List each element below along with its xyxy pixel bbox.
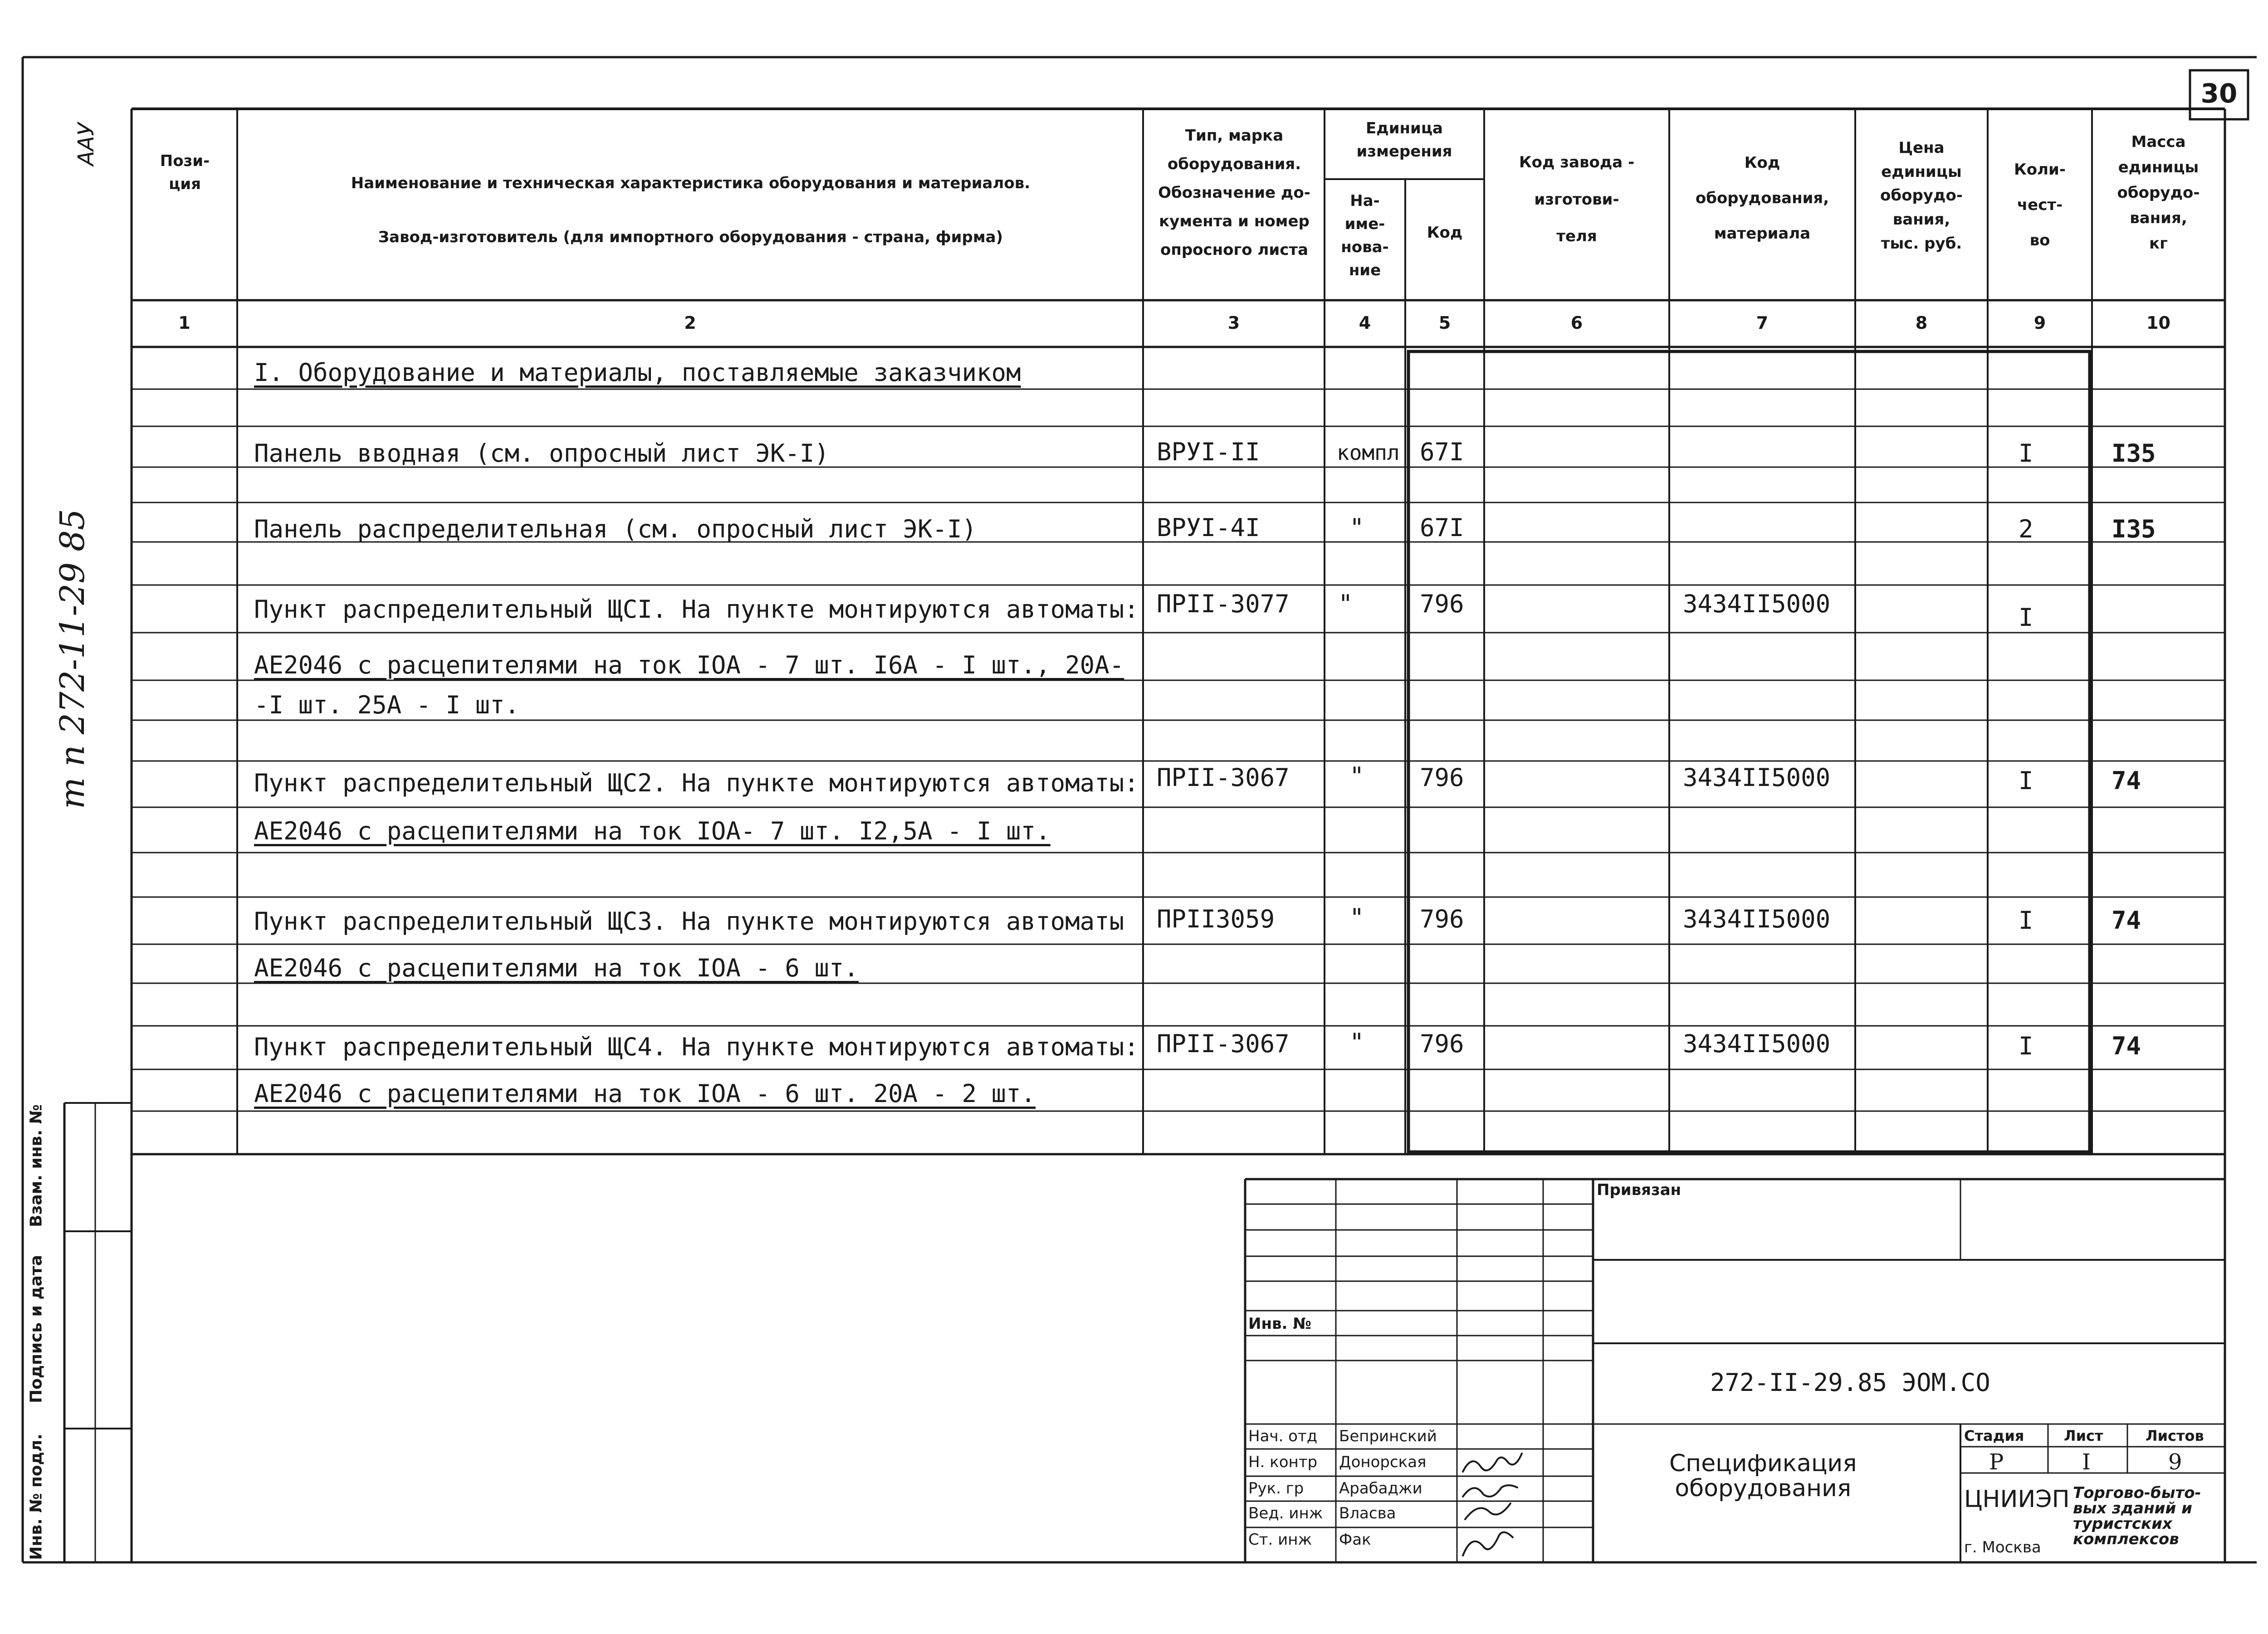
row-quantity: I (2019, 906, 2033, 935)
row-name: Пункт распределительный ЩС4. На пункте монтируются автоматы: (254, 1033, 1139, 1061)
staff-role: Н. контр (1248, 1453, 1318, 1471)
sheets-label: Листов (2146, 1427, 2204, 1444)
row-quantity: I (2019, 766, 2033, 795)
column-number-5: 5 (1438, 313, 1451, 333)
row-code: 796 (1420, 905, 1464, 933)
original-inventory-label: Инв. № подл. (27, 1434, 46, 1560)
row-name: Пункт распределительный ЩС3. На пункте монтируются автоматы (254, 907, 1124, 936)
row-unit: " (1349, 1028, 1364, 1057)
row-name: АЕ2046 с расцепителями на ток IOA - 7 шт. I6A - I шт., 20А- (254, 651, 1124, 679)
organization-city: г. Москва (1964, 1538, 2041, 1556)
column-number-10: 10 (2146, 313, 2170, 333)
staff-name: Фак (1339, 1531, 1371, 1549)
staff-name: Власва (1339, 1504, 1396, 1522)
staff-name: Донорская (1339, 1453, 1427, 1471)
sheets-value: 9 (2168, 1449, 2182, 1475)
row-code: 67I (1420, 513, 1464, 542)
organization-description: Торгово-быто- вых зданий и туристских комплексов (2073, 1484, 2201, 1548)
row-name: Пункт распределительный ЩС2. На пункте монтируются автоматы: (254, 769, 1139, 797)
row-mass: 74 (2112, 906, 2141, 935)
signature-date-label: Подпись и дата (27, 1255, 46, 1403)
row-quantity: I (2019, 439, 2033, 468)
row-mass: 74 (2112, 766, 2141, 795)
sheet-label: Лист (2064, 1427, 2103, 1444)
row-quantity: I (2019, 1032, 2033, 1060)
header-quantity: Коли- чест- во (2014, 161, 2066, 250)
privyazan-label: Привязан (1597, 1181, 1681, 1199)
row-mass: I35 (2112, 439, 2156, 468)
column-number-3: 3 (1227, 313, 1240, 333)
row-name: -I шт. 25А - I шт. (254, 691, 520, 719)
inventory-number-label: Инв. № (1248, 1315, 1312, 1333)
row-quantity: I (2019, 603, 2033, 632)
column-number-9: 9 (2033, 313, 2046, 333)
stage-label: Стадия (1964, 1427, 2024, 1444)
staff-name: Бепринский (1339, 1427, 1437, 1445)
row-name: АЕ2046 с расцепителями на ток IOA- 7 шт. I2,5А - I шт. (254, 817, 1051, 845)
row-unit: " (1349, 513, 1364, 542)
staff-role: Вед. инж (1248, 1504, 1323, 1522)
row-name: АЕ2046 с расцепителями на ток IOA - 6 шт. (254, 954, 859, 982)
row-name: Панель распределительная (см. опросный лист ЭК-I) (254, 515, 977, 543)
header-equipment-code: Код оборудования, материала (1695, 154, 1829, 243)
row-name: Панель вводная (см. опросный лист ЭК-I) (254, 439, 829, 468)
row-quantity: 2 (2019, 515, 2033, 543)
replaced-inventory-label: Взам. инв. № (27, 1104, 46, 1227)
row-code: 796 (1420, 590, 1464, 618)
header-name: Наименование и техническая характеристика оборудования и материалов. Завод-изготовитель (для импортного оборудования - страна, фирма) (351, 174, 1031, 246)
header-position: Пози- ция (160, 152, 210, 193)
side-mark-project: т п 272-11-29 85 (53, 508, 92, 810)
header-unit-code: Код (1427, 224, 1463, 242)
sheet-number: 30 (2200, 78, 2238, 109)
organization-name: ЦНИИЭП (1964, 1486, 2070, 1513)
stage-value: Р (1989, 1449, 2004, 1475)
row-equipment-code: 3434II5000 (1683, 1029, 1831, 1058)
column-number-7: 7 (1756, 313, 1769, 333)
row-equipment-code: 3434II5000 (1683, 590, 1831, 618)
column-number-1: 1 (178, 313, 191, 333)
header-mass: Масса единицы оборудо- вания, кг (2117, 133, 2200, 253)
row-equipment-code: 3434II5000 (1683, 905, 1831, 933)
staff-role: Ст. инж (1248, 1531, 1312, 1549)
row-type: ПРII-3067 (1157, 1029, 1290, 1058)
row-unit: " (1349, 762, 1364, 790)
row-equipment-code: 3434II5000 (1683, 763, 1831, 792)
header-factory-code: Код завода - изготови- теля (1519, 153, 1635, 246)
header-type: Тип, марка оборудования. Обозначение до- кумента и номер опросного листа (1158, 127, 1310, 259)
document-title: Спецификация оборудования (1669, 1450, 1857, 1502)
side-mark-top: ААУ (73, 122, 99, 166)
row-name: Пункт распределительный ЩСI. На пункте монтируются автоматы: (254, 595, 1139, 624)
row-type: ВРУI-II (1157, 438, 1260, 466)
row-unit: компл (1337, 440, 1400, 465)
staff-name: Арабаджи (1339, 1479, 1422, 1497)
header-price: Цена единицы оборудо- вания, тыс. руб. (1880, 139, 1963, 253)
sheet-value: I (2082, 1449, 2091, 1475)
row-code: 796 (1420, 1029, 1464, 1058)
column-number-2: 2 (684, 313, 696, 333)
row-unit: " (1338, 590, 1353, 618)
staff-role: Рук. гр (1248, 1479, 1304, 1497)
row-unit: " (1349, 903, 1364, 932)
row-type: ПРII-3067 (1157, 763, 1290, 792)
column-number-4: 4 (1359, 313, 1371, 333)
row-type: ПРII-3077 (1157, 590, 1290, 618)
header-unit-group: Единица измерения (1356, 119, 1452, 161)
staff-role: Нач. отд (1248, 1427, 1318, 1445)
header-unit-name: На- име- нова- ние (1341, 192, 1389, 279)
row-type: ПРII3059 (1157, 905, 1275, 933)
column-number-6: 6 (1570, 313, 1583, 333)
row-code: 796 (1420, 763, 1464, 792)
column-number-8: 8 (1915, 313, 1928, 333)
row-mass: 74 (2112, 1032, 2141, 1060)
row-type: ВРУI-4I (1157, 513, 1260, 542)
row-mass: I35 (2112, 515, 2156, 543)
section-title: I. Оборудование и материалы, поставляемые заказчиком (254, 358, 1021, 387)
row-name: АЕ2046 с расцепителями на ток IOA - 6 шт. 20А - 2 шт. (254, 1079, 1036, 1108)
document-code: 272-II-29.85 ЭОМ.СО (1710, 1368, 1990, 1397)
row-code: 67I (1420, 438, 1464, 466)
